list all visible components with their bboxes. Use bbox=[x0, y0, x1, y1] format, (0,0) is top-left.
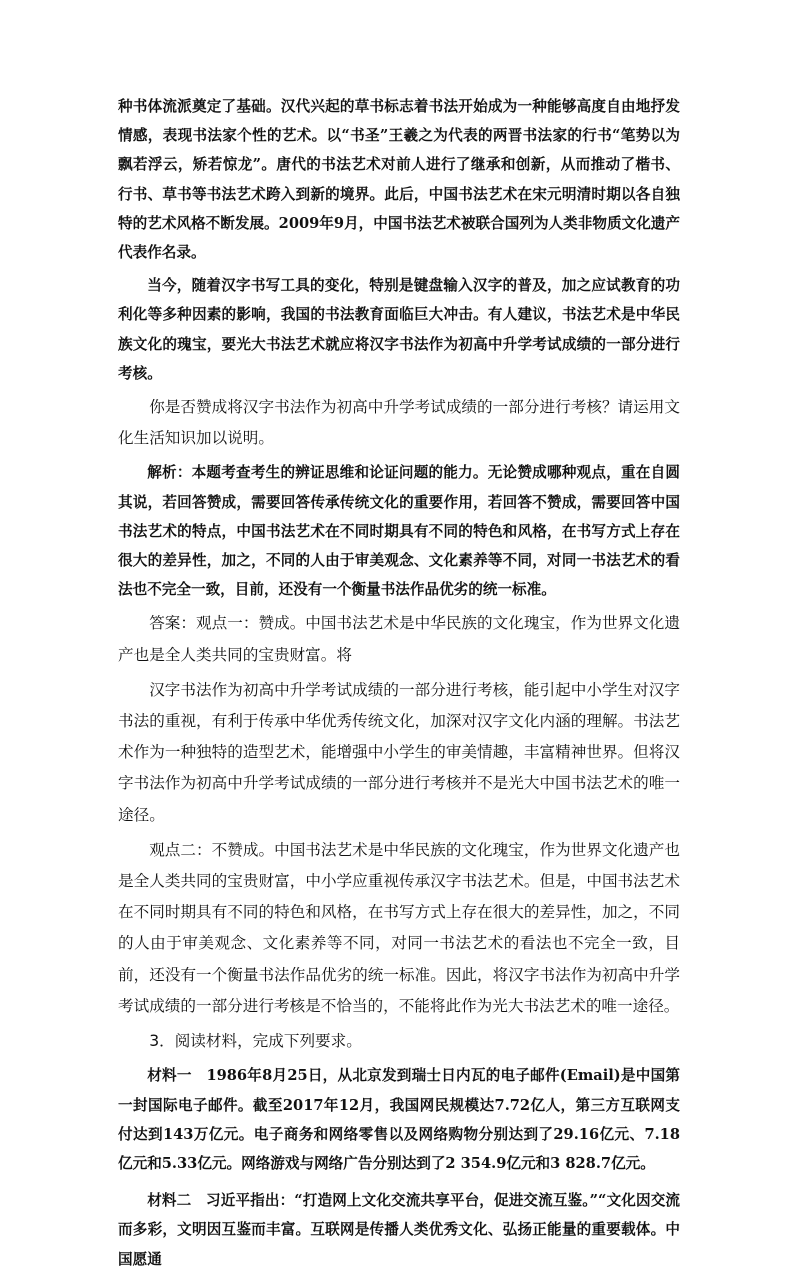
question-text: 你是否赞成将汉字书法作为初高中升学考试成绩的一部分进行考核？请运用文化生活知识加以说明。 bbox=[118, 398, 680, 448]
question-3-heading: 3．阅读材料，完成下列要求。 bbox=[149, 1032, 362, 1051]
analysis-label: 解析 bbox=[147, 464, 177, 482]
answer-viewpoint-two: 观点二：不赞成。中国书法艺术是中华民族的文化瑰宝，作为世界文化遗产也是全人类共同的宝贵财富，中小学应重视传承汉字书法艺术。但是，中国书法艺术在不同时期具有不同的特色和风格，在书写方式上存在很大的差异性，加之，不同的人由于审美观念、文化素养等不同，对同一书法艺术的看法也不完全一致，目前，还没有一个衡量书法作品优劣的统一标准。因此，将汉字书法作为初高中升学考试成绩的一部分进行考核是不恰当的，不能将此作为光大书法艺术的唯一途径。 bbox=[118, 840, 680, 1015]
material-two: 材料二 习近平指出：“打造网上文化交流共享平台，促进交流互鉴。”“文化因交流而多彩，文明因互鉴而丰富。互联网是传播人类优秀文化、弘扬正能量的重要载体。中国愿通 bbox=[118, 1192, 680, 1268]
paragraph-current-situation: 当今，随着汉字书写工具的变化，特别是键盘输入汉字的普及，加之应试教育的功利化等多种因素的影响，我国的书法教育面临巨大冲击。有人建议，书法艺术是中华民族文化的瑰宝，要光大书法艺术就应将汉字书法作为初高中升学考试成绩的一部分进行考核。 bbox=[118, 277, 680, 382]
material-one: 材料一 1986年8月25日，从北京发到瑞士日内瓦的电子邮件(Email)是中国第一封国际电子邮件。截至2017年12月，我国网民规模达7.72亿人，第三方互联网支付达到143万亿元。电子商务和网络零售以及网络购物分别达到了29.16亿元、7.18亿元和5.33亿元。网络游戏与网络广告分别达到了2 354.9亿元和3 828.7亿元。 bbox=[118, 1067, 680, 1172]
analysis-text: ：本题考查考生的辨证思维和论证问题的能力。无论赞成哪种观点，重在自圆其说，若回答赞成，需要回答传承传统文化的重要作用，若回答不赞成，需要回答中国书法艺术的特点，中国书法艺术在不同时期具有不同的特色和风格，在书写方式上存在很大的差异性，加之，不同的人由于审美观念、文化素养等不同，对同一书法艺术的看法也不完全一致，目前，还没有一个衡量书法作品优劣的统一标准。 bbox=[118, 464, 680, 599]
answer-viewpoint-one-intro: 答案：观点一：赞成。中国书法艺术是中华民族的文化瑰宝，作为世界文化遗产也是全人类共同的宝贵财富。将 bbox=[118, 614, 680, 664]
document-page bbox=[118, 92, 680, 1274]
paragraph-calligraphy-history: 种书体流派奠定了基础。汉代兴起的草书标志着书法开始成为一种能够高度自由地抒发情感，表现书法家个性的艺术。以“书圣”王羲之为代表的两晋书法家的行书“笔势以为飘若浮云，矫若惊龙”。唐代的书法艺术对前人进行了继承和创新，从而推动了楷书、行书、草书等书法艺术跨入到新的境界。此后，中国书法艺术在宋元明清时期以各自独特的艺术风格不断发展。2009年9月，中国书法艺术被联合国列为人类非物质文化遗产代表作名录。 bbox=[118, 98, 680, 262]
analysis-paragraph bbox=[118, 458, 680, 604]
answer-viewpoint-one-body: 汉字书法作为初高中升学考试成绩的一部分进行考核，能引起中小学生对汉字书法的重视，有利于传承中华优秀传统文化，加深对汉字文化内涵的理解。书法艺术作为一种独特的造型艺术，能增强中小学生的审美情趣，丰富精神世界。但将汉字书法作为初高中升学考试成绩的一部分进行考核并不是光大中国书法艺术的唯一途径。 bbox=[118, 680, 680, 824]
